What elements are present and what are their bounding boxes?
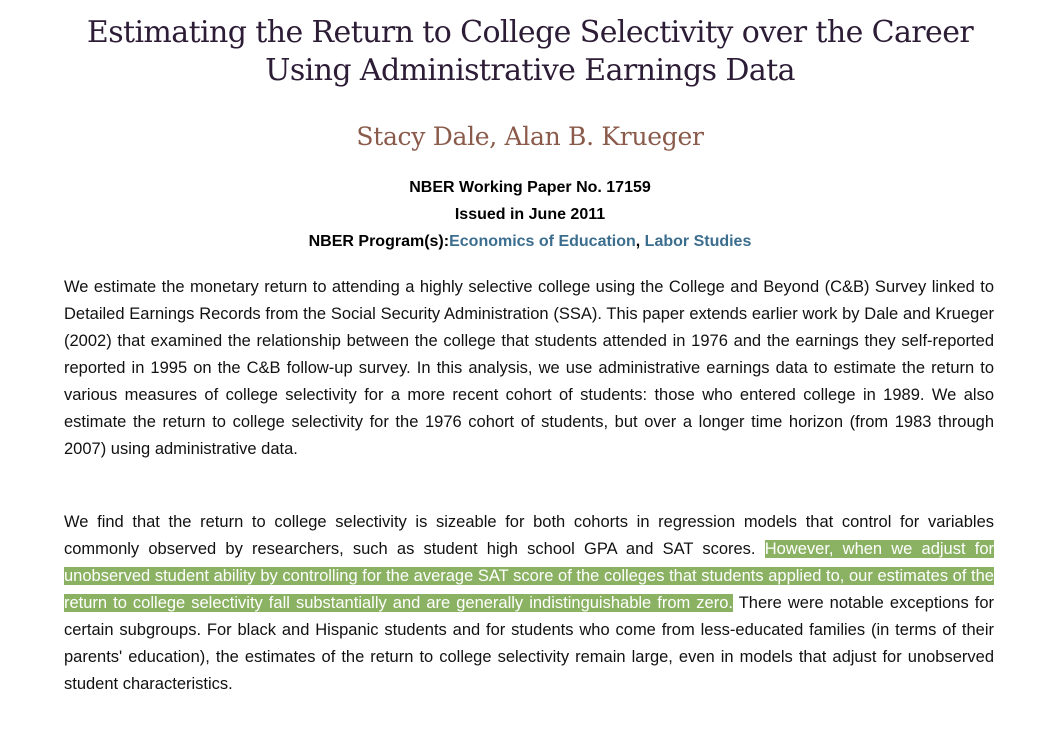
issue-date: Issued in June 2011: [454, 206, 606, 223]
abstract-paragraph-2-end: There were notable exceptions for certain subgroups. For black and Hispanic students and for students who come from less-educated families (in terms of their parents' education), the estimates of the return to college selectivity remain large, even in models that adjust for unobserved student characteristics.: [64, 594, 995, 693]
working-paper-number: NBER Working Paper No. 17159: [409, 179, 651, 196]
abstract-paragraph-2-start: We find that the return to college selectivity is sizeable for both cohorts in regression models that control for variables commonly observed by researchers, such as student high school GPA and SAT scores.: [64, 513, 994, 558]
paper-meta: [40, 174, 1020, 255]
abstract-paragraph-1: We estimate the monetary return to attending a highly selective college using the College and Beyond (C&B) Survey linked to Detailed Earnings Records from the Social Security Administration (SSA). This paper extends earlier work by Dale and Krueger (2002) that examined the relationship between the college that students attended in 1976 and the earnings they self-reported reported in 1995 on the C&B follow-up survey. In this analysis, we use administrative earnings data to estimate the return to various measures of college selectivity for a more recent cohort of students: those who entered college in 1989. We also estimate the return to college selectivity for the 1976 cohort of students, but over a longer time horizon (from 1983 through 2007) using administrative data.: [64, 278, 994, 458]
paper-title: Estimating the Return to College Selectivity over the Career Using Administrative Earnings Data: [86, 15, 974, 88]
program-label: NBER Program(s):: [308, 233, 450, 250]
program-separator: ,: [635, 233, 645, 250]
program-link-labor-studies[interactable]: Labor Studies: [644, 233, 752, 250]
program-line: [40, 228, 1020, 255]
paper-authors: Stacy Dale, Alan B. Krueger: [356, 122, 704, 151]
program-link-economics-of-education[interactable]: Economics of Education: [449, 233, 636, 250]
highlighted-text: However, when we adjust for unobserved student ability by controlling for the average SAT score of the colleges that students applied to, our estimates of the return to college selectivity fall substantially and are generally indistinguishable from zero.: [64, 540, 994, 612]
abstract-paragraph-2: [64, 509, 994, 698]
